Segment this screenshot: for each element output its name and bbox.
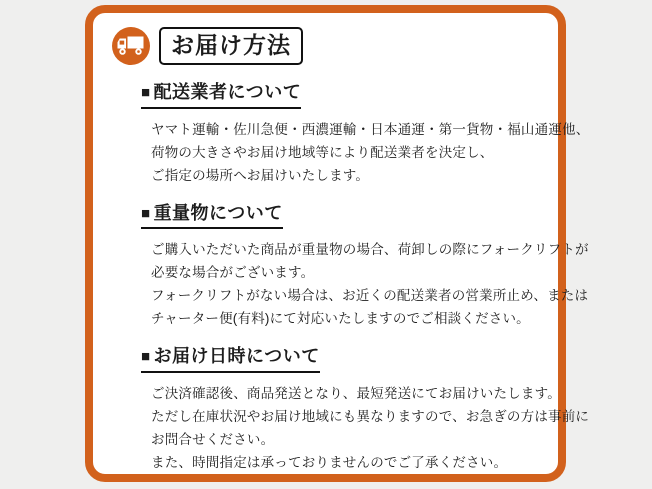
section-heading xyxy=(141,203,283,230)
square-bullet-icon: ■ xyxy=(141,84,151,101)
square-bullet-icon: ■ xyxy=(141,204,151,222)
delivery-info-panel xyxy=(85,5,590,482)
body-line: ヤマト運輸・佐川急便・西濃運輸・日本通運・第一貨物・福山通運他、 xyxy=(151,121,590,137)
body-line: チャーター便(有料)にて対応いたしますのでご相談ください。 xyxy=(151,311,530,327)
body-line: お問合せください。 xyxy=(151,431,275,447)
section-heading-text: 重量物について xyxy=(153,202,283,223)
section-heading xyxy=(141,82,301,109)
body-line: ご指定の場所へお届けいたします。 xyxy=(151,167,370,183)
section-delivery-datetime xyxy=(141,330,590,474)
section-heavy-items xyxy=(141,187,589,331)
square-bullet-icon: ■ xyxy=(141,348,151,366)
panel-content xyxy=(93,13,590,474)
body-line: 必要な場合がございます。 xyxy=(151,265,315,281)
body-line: ご購入いただいた商品が重量物の場合、荷卸しの際にフォークリフトが xyxy=(151,242,589,258)
body-line: 荷物の大きさやお届け地域等により配送業者を決定し、 xyxy=(151,144,494,160)
body-line: ご決済確認後、商品発送となり、最短発送にてお届けいたします。 xyxy=(151,385,561,401)
body-line: ただし在庫状況やお届け地域にも異なりますので、お急ぎの方は事前に xyxy=(151,408,590,424)
body-line: また、時間指定は承っておりませんのでご了承ください。 xyxy=(151,454,508,470)
section-heading-text: 配送業者について xyxy=(153,82,302,102)
page-title: お届け方法 xyxy=(159,27,303,66)
panel-header xyxy=(111,26,540,66)
truck-icon xyxy=(111,26,151,66)
body-line: フォークリフトがない場合は、お近くの配送業者の営業所止め、または xyxy=(151,288,589,304)
section-heading-text: お届け日時について xyxy=(153,346,320,367)
section-carriers xyxy=(141,66,590,187)
section-heading xyxy=(141,346,320,373)
